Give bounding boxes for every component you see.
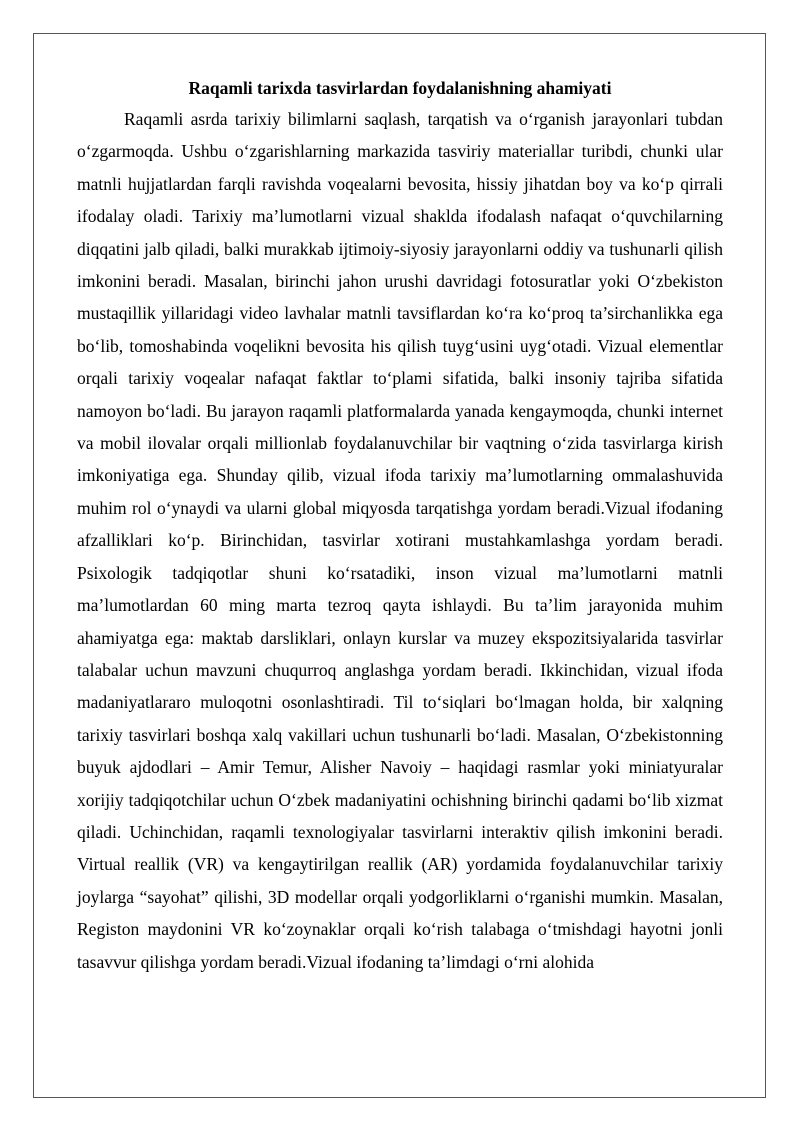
document-title: Raqamli tarixda tasvirlardan foydalanishning ahamiyati (188, 78, 612, 98)
body-paragraph: Raqamli asrda tarixiy bilimlarni saqlash, tarqatish va o‘rganish jarayonlari tubdan o‘zgarmoqda. Ushbu o‘zgarishlarning markazida tasviriy materiallar turibdi, chunki ular matnli hujjatlardan farqli ravishda voqealarni bevosita, hissiy jihatdan boy va ko‘p qirrali ifodalay oladi. Tarixiy ma’lumotlarni vizual shaklda ifodalash nafaqat o‘quvchilarning diqqatini jalb qiladi, balki murakkab ijtimoiy-siyosiy jarayonlarni oddiy va tushunarli qilish imkonini beradi. Masalan, birinchi jahon urushi davridagi fotosuratlar yoki O‘zbekiston mustaqillik yillaridagi video lavhalar matnli tavsiflardan ko‘ra ko‘proq ta’sirchanlikka ega bo‘lib, tomoshabinda voqelikni bevosita his qilish tuyg‘usini uyg‘otadi. Vizual elementlar orqali tarixiy voqealar nafaqat faktlar to‘plami sifatida, balki insoniy tajriba sifatida namoyon bo‘ladi. Bu jarayon raqamli platformalarda yanada kengaymoqda, chunki internet va mobil ilovalar orqali millionlab foydalanuvchilar bir vaqtning o‘zida tasvirlarga kirish imkoniyatiga ega. Shunday qilib, vizual ifoda tarixiy ma’lumotlarning ommalashuvida muhim rol o‘ynaydi va ularni global miqyosda tarqatishga yordam beradi.Vizual ifodaning afzalliklari ko‘p. Birinchidan, tasvirlar xotirani mustahkamlashga yordam beradi. Psixologik tadqiqotlar shuni ko‘rsatadiki, inson vizual ma’lumotlarni matnli ma’lumotlardan 60 ming marta tezroq qayta ishlaydi. Bu ta’lim jarayonida muhim ahamiyatga ega: maktab darsliklari, onlayn kurslar va muzey ekspozitsiyalarida tasvirlar talabalar uchun mavzuni chuqurroq anglashga yordam beradi. Ikkinchidan, vizual ifoda madaniyatlararo muloqotni osonlashtiradi. Til to‘siqlari bo‘lmagan holda, bir xalqning tarixiy tasvirlari boshqa xalq vakillari uchun tushunarli bo‘ladi. Masalan, O‘zbekistonning buyuk ajdodlari – Amir Temur, Alisher Navoiy – haqidagi rasmlar yoki miniatyuralar xorijiy tadqiqotchilar uchun O‘zbek madaniyatini ochishning birinchi qadami bo‘lib xizmat qiladi. Uchinchidan, raqamli texnologiyalar tasvirlarni interaktiv qilish imkonini beradi. Virtual reallik (VR) va kengaytirilgan reallik (AR) yordamida foydalanuvchilar tarixiy joylarga “sayohat” qilishi, 3D modellar orqali yodgorliklarni o‘rganishi mumkin. Masalan, Registon maydonini VR ko‘zoynaklar orqali ko‘rish talabaga o‘tmishdagi hayotni jonli tasavvur qilishga yordam beradi.Vizual ifodaning ta’limdagi o‘rni alohida (77, 109, 723, 972)
document-body (77, 75, 723, 978)
